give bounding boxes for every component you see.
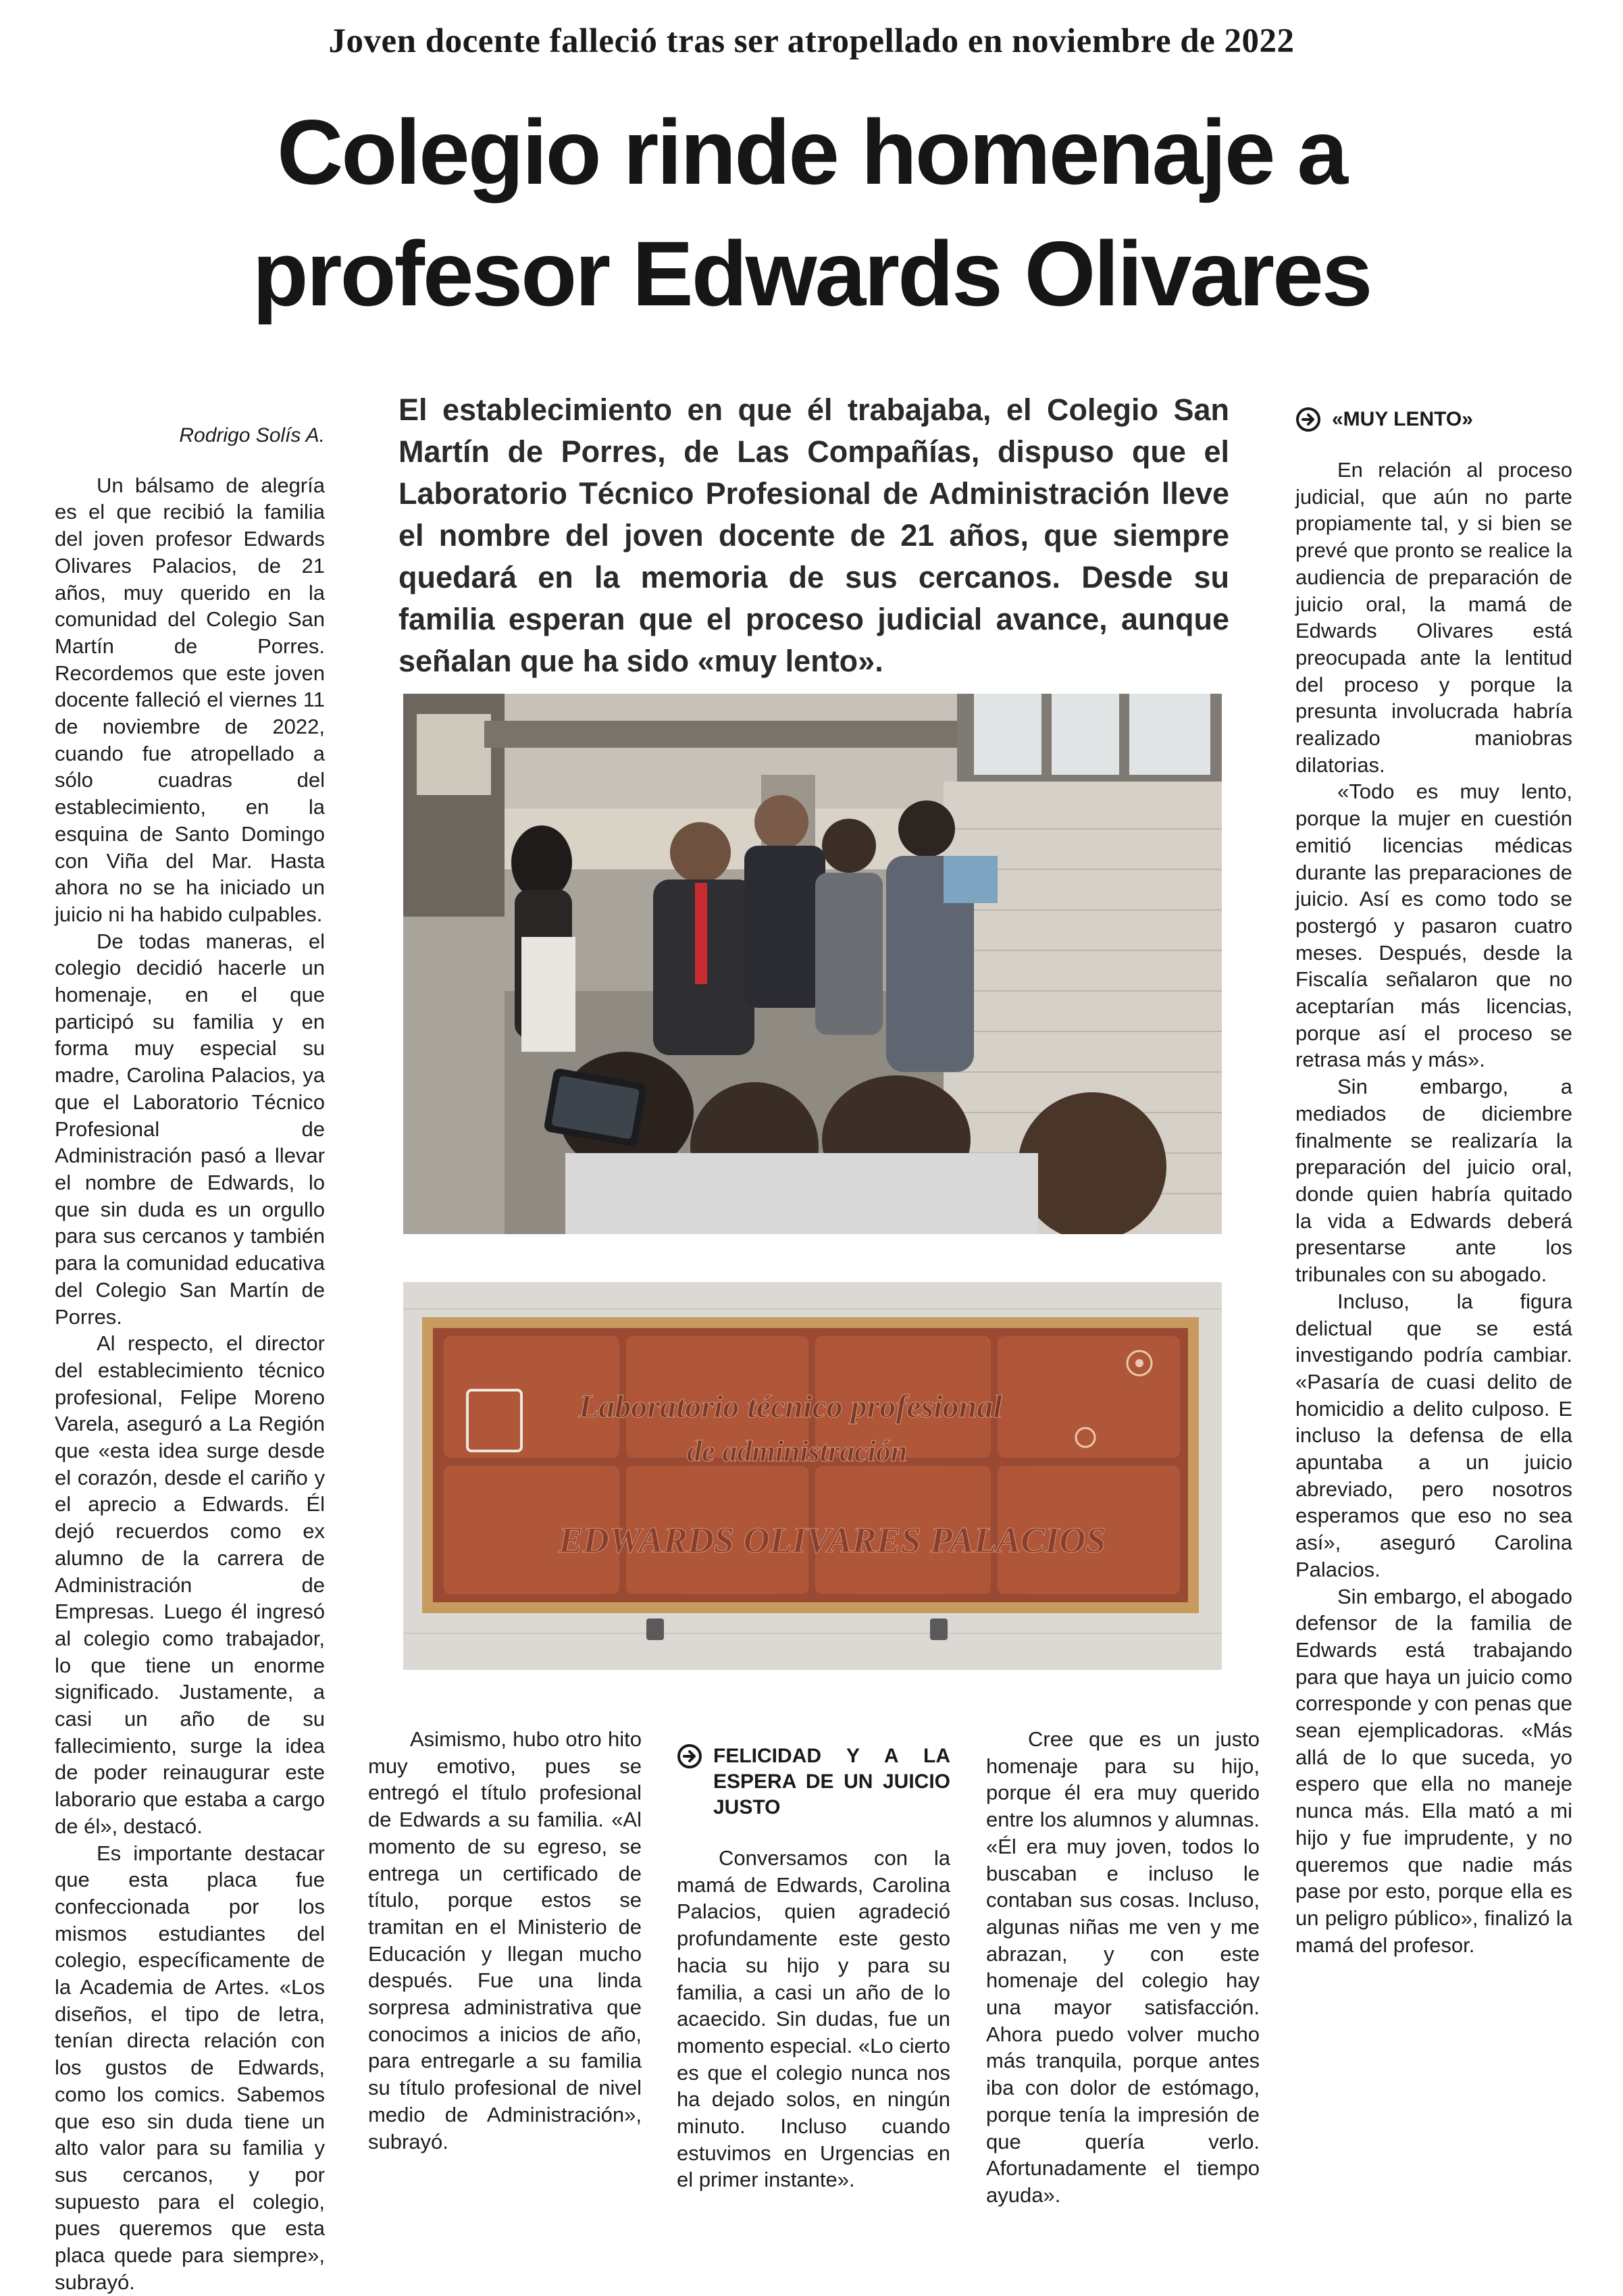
- paragraph: Un bálsamo de alegría es el que recibió la familia del joven profesor Edwards Olivares Palacios, de 21 años, muy querido en la comunidad del Colegio San Martín de Porres. Recordemos que este joven docente falleció el viernes 11 de noviembre de 2022, cuando fue atropellado a sólo cuadras del establecimiento, en la esquina de Santo Domingo con Viña del Mar. Hasta ahora no se ha iniciado un juicio ni ha habido culpables.: [55, 473, 325, 926]
- paragraph: Cree que es un justo homenaje para su hijo, porque él era muy querido entre los alumnos y alumnas. «Él era muy joven, todos lo buscaban e incluso le contaban sus cosas. Incluso, algunas niñas me ven y me abrazan, y con este homenaje del colegio hay una mayor satisfacción. Ahora puedo volver mucho más tranquila, porque antes iba con dolor de estómago, porque tenía la impresión de que quería verlo. Afortunadamente el tiempo ayuda».: [986, 1727, 1260, 2207]
- plaque-photo: [403, 1282, 1222, 1670]
- byline: Rodrigo Solís A.: [179, 424, 325, 447]
- paragraph: En relación al proceso judicial, que aún no parte propiamente tal, y si bien se prevé que pronto se realice la audiencia de preparación de juicio oral, la mamá de Edwards Olivares está preocupada ante la lentitud del proceso y porque la presunta involucrada habría realizado maniobras dilatorias.: [1295, 458, 1572, 777]
- paragraph: «Todo es muy lento, porque la mujer en cuestión emitió licencias médicas durante las preparaciones de juicio. Así es como todo se postergó y pasaron cuatro meses. Después, desde la Fiscalía señalaron que no aceptarían más licencias, porque así el proceso se retrasa más y más».: [1295, 780, 1572, 1072]
- kicker: Joven docente falleció tras ser atropellado en noviembre de 2022: [328, 22, 1295, 60]
- paragraph: Es importante destacar que esta placa fue confeccionada por los mismos estudiantes del colegio, específicamente de la Academia de Artes. «Los diseños, el tipo de letra, tenían directa relación con los gustos de Edwards, como los comics. Sabemos que eso sin duda tiene un alto valor para su familia y sus cercanos, y por supuesto para el colegio, pues queremos que esta placa quede para siempre», subrayó.: [55, 1841, 325, 2294]
- article-column-right: [1295, 389, 1572, 1958]
- subhead-felicidad: [677, 1743, 950, 1820]
- paragraph: Incluso, la figura delictual que se está investigando podría cambiar. «Pasaría de cuasi delito de homicidio a delito culposo. E incluso la defensa de ella apuntaba a un juicio abreviado, pero nosotros esperamos que eso no sea así», aseguró Carolina Palacios.: [1295, 1289, 1572, 1581]
- arrow-right-circle-icon: [1295, 407, 1321, 432]
- headline-line-1: Colegio rinde homenaje a: [277, 101, 1346, 203]
- subhead-label: FELICIDAD Y A LA ESPERA DE UN JUICIO JUSTO: [713, 1745, 950, 1818]
- plaque-line-2: de administración: [687, 1435, 908, 1468]
- headline-line-2: profesor Edwards Olivares: [252, 222, 1371, 325]
- lead-paragraph: El establecimiento en que él trabajaba, el Colegio San Martín de Porres, de Las Compañías, dispuso que el Laboratorio Técnico Profesional de Administración lleve el nombre del joven docente de 21 años, que siempre quedará en la memoria de sus cercanos. Desde su familia esperan que el proceso judicial avance, aunque señalan que ha sido «muy lento».: [398, 392, 1229, 678]
- article-column-bottom-2: [677, 1726, 950, 2193]
- paragraph: Conversamos con la mamá de Edwards, Carolina Palacios, quien agradeció profundamente este gesto hacia su hijo y para su familia, a casi un año de lo acaecido. Sin dudas, fue un momento especial. «Lo cierto es que el colegio nunca nos ha dejado solos, en ningún minuto. Incluso cuando estuvimos en Urgencias en el primer instante».: [677, 1846, 950, 2192]
- article-column-bottom-3: [986, 1726, 1260, 2209]
- paragraph: Al respecto, el director del establecimiento técnico profesional, Felipe Moreno Varela, aseguró a La Región que «esta idea surge desde el corazón, desde el cariño y el aprecio a Edwards. Él dejó recuerdos como ex alumno de la carrera de Administración de Empresas. Luego él ingresó al colegio como trabajador, lo que tiene un enorme significado. Justamente, a casi un año de su fallecimiento, surge la idea de poder reinaugurar este laborario que estaba a cargo de él», destacó.: [55, 1331, 325, 1838]
- plaque-line-1: Laboratorio técnico profesional: [579, 1389, 1002, 1425]
- paragraph: De todas maneras, el colegio decidió hacerle un homenaje, en el que participó su familia y en forma muy especial su madre, Carolina Palacios, ya que el Laboratorio Técnico Profesional de Administración pasó a llevar el nombre de Edwards, lo que sin duda es un orgullo para sus cercanos y también para la comunidad educativa del Colegio San Martín de Porres.: [55, 929, 325, 1329]
- ceremony-photo: [403, 694, 1222, 1234]
- plaque-line-3: EDWARDS OLIVARES PALACIOS: [559, 1520, 1106, 1560]
- article-column-1: [55, 422, 325, 2296]
- arrow-right-circle-icon: [677, 1743, 702, 1769]
- paragraph: Sin embargo, el abogado defensor de la familia de Edwards está trabajando para que haya un juicio como corresponde y con penas que sean ejemplicadoras. «Más allá de lo que suceda, yo espero que ella no maneje nunca más. Ella mató a mi hijo y fue imprudente, y no queremos que nadie más pase por esto, porque ella es un peligro público», finalizó la mamá del profesor.: [1295, 1584, 1572, 1957]
- subhead-muy-lento: [1295, 407, 1572, 432]
- article-column-bottom-1: [368, 1726, 642, 2155]
- paragraph: Sin embargo, a mediados de diciembre finalmente se realizaría la preparación del juicio oral, donde quien habría quitado la vida a Edwards deberá presentarse ante los tribunales con su abogado.: [1295, 1075, 1572, 1287]
- subhead-label: «MUY LENTO»: [1332, 408, 1473, 430]
- paragraph: Asimismo, hubo otro hito muy emotivo, pues se entregó el título profesional de Edwards a su familia. «Al momento de su egreso, se entrega un certificado de título, porque estos se tramitan en el Ministerio de Educación y llegan mucho después. Fue una linda sorpresa administrativa que conocimos a inicios de año, para entregarle a su familia su título profesional de nivel medio de Administración», subrayó.: [368, 1727, 642, 2153]
